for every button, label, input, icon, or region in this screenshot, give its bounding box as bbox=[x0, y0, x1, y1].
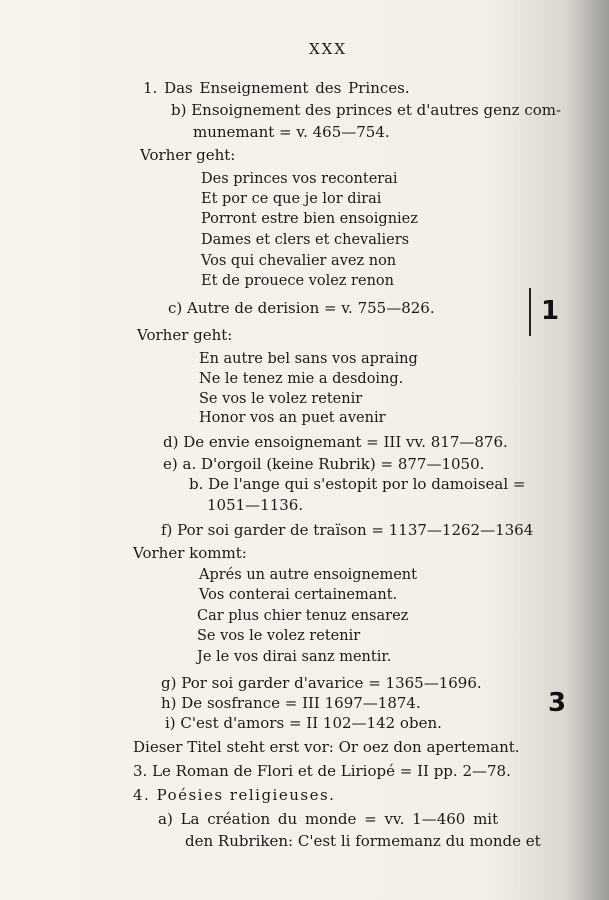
margin-note-1: 1 bbox=[541, 296, 560, 326]
item-f: f) Por soi garder de traïson = 1137—1262—1364 bbox=[161, 521, 534, 539]
verse-2-line-2: Ne le tenez mie a desdoing. bbox=[199, 371, 404, 387]
verse-3-line-5: Je le vos dirai sanz mentir. bbox=[197, 649, 392, 665]
verse-3-line-4: Se vos le volez retenir bbox=[197, 628, 361, 644]
section-4-heading: 4. Poésies religieuses. bbox=[133, 786, 336, 804]
section-3-heading: 3. Le Roman de Flori et de Liriopé = II pp. 2—78. bbox=[133, 762, 511, 780]
verse-3-line-3: Car plus chier tenuz ensarez bbox=[197, 608, 409, 624]
item-e-b-line1: b. De l'ange qui s'estopit por lo damoiseal = bbox=[189, 475, 526, 493]
verse-1-line-4: Dames et clers et chevaliers bbox=[201, 232, 410, 248]
page-number: XXX bbox=[309, 40, 348, 58]
section-1-heading: 1. Das Enseignement des Princes. bbox=[143, 79, 410, 97]
vorher-kommt: Vorher kommt: bbox=[133, 544, 247, 562]
margin-bar-left bbox=[529, 288, 531, 336]
item-4a-line2: den Rubriken: C'est li formemanz du monde et bbox=[185, 832, 541, 850]
margin-note-3: 3 bbox=[548, 688, 567, 718]
verse-1-line-6: Et de prouece volez renon bbox=[201, 273, 394, 289]
verse-3-line-1: Aprés un autre ensoignement bbox=[199, 567, 417, 583]
dieser-titel-note: Dieser Titel steht erst vor: Or oez don apertemant. bbox=[133, 738, 520, 756]
item-c: c) Autre de derision = v. 755—826. bbox=[168, 299, 435, 317]
vorher-geht-1: Vorher geht: bbox=[140, 146, 236, 164]
item-i: i) C'est d'amors = II 102—142 oben. bbox=[165, 714, 442, 732]
verse-1-line-2: Et por ce que je lor dirai bbox=[201, 191, 382, 207]
verse-2-line-1: En autre bel sans vos apraing bbox=[199, 351, 418, 367]
vorher-geht-2: Vorher geht: bbox=[137, 326, 233, 344]
verse-1-line-1: Des princes vos reconterai bbox=[201, 171, 398, 187]
verse-2-line-3: Se vos le volez retenir bbox=[199, 391, 363, 407]
verse-1-line-3: Porront estre bien ensoigniez bbox=[201, 211, 418, 227]
verse-3-line-2: Vos conterai certainemant. bbox=[199, 587, 398, 603]
item-b-line2: munemant = v. 465—754. bbox=[193, 123, 390, 141]
item-h: h) De sosfrance = III 1697—1874. bbox=[161, 694, 421, 712]
item-4a-line1: a) La création du monde = vv. 1—460 mit bbox=[158, 810, 499, 828]
item-e-a: e) a. D'orgoil (keine Rubrik) = 877—1050. bbox=[163, 455, 485, 473]
item-g: g) Por soi garder d'avarice = 1365—1696. bbox=[161, 674, 482, 692]
item-e-b-line2: 1051—1136. bbox=[207, 496, 304, 514]
item-b-line1: b) Ensoignement des princes et d'autres genz com- bbox=[171, 101, 562, 119]
verse-2-line-4: Honor vos an puet avenir bbox=[199, 410, 386, 426]
verse-1-line-5: Vos qui chevalier avez non bbox=[201, 253, 397, 269]
item-d: d) De envie ensoignemant = III vv. 817—876. bbox=[163, 433, 508, 451]
